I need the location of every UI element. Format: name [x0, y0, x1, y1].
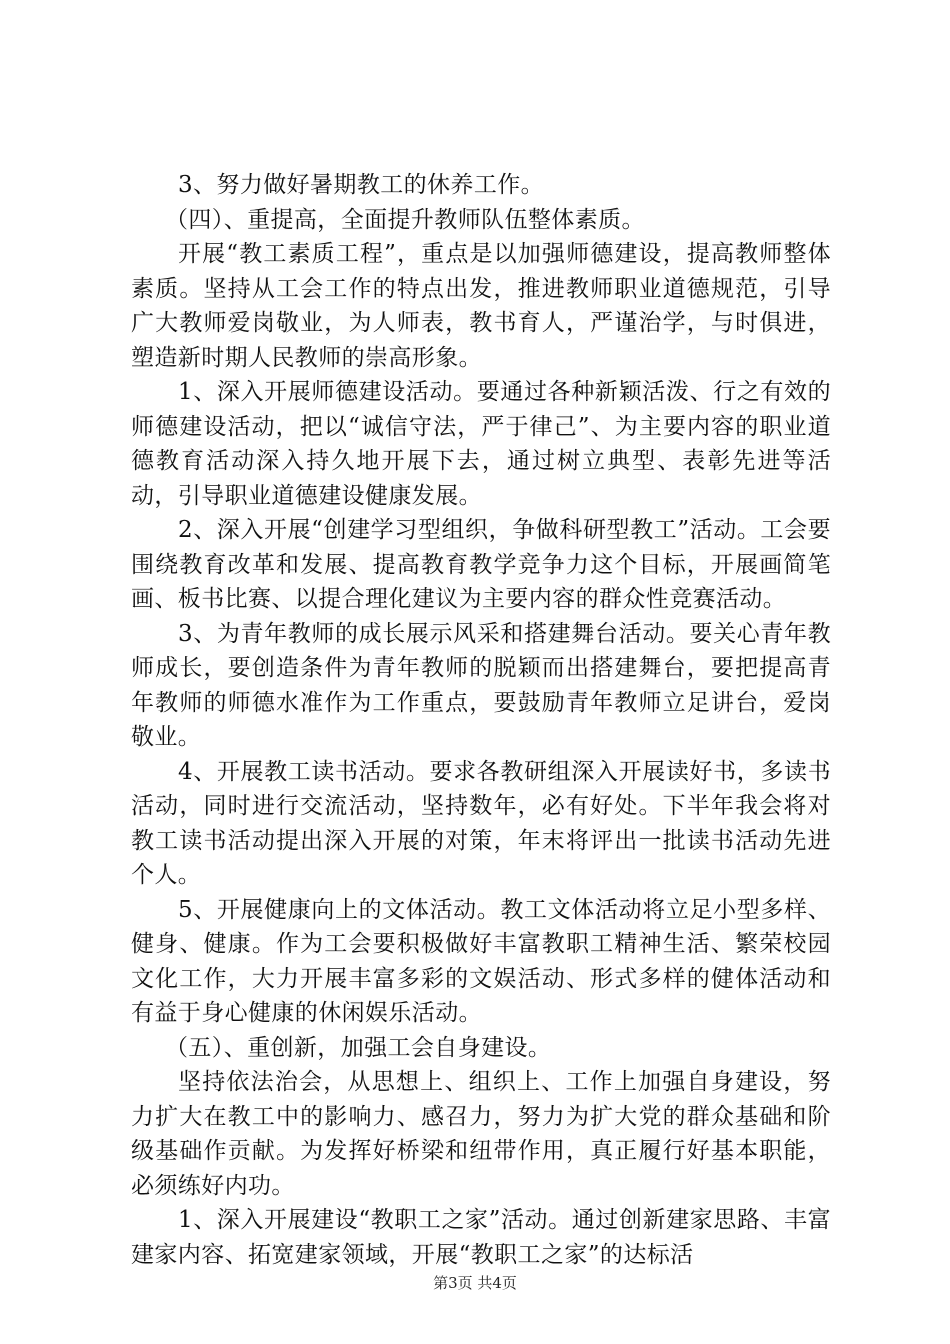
section-heading-four: （四）、重提高，全面提升教师队伍整体素质。 — [165, 206, 645, 233]
paragraph-reading-activity: 4、开展教工读书活动。要求各教研组深入开展读好书，多读书活动，同时进行交流活动，坚持数年，必有好处。下半年我会将对教工读书活动提出深入开展的对策，年末将评出一批读书活动先进个人。 — [131, 758, 831, 888]
paragraph-self-construction: 坚持依法治会，从思想上、组织上、工作上加强自身建设，努力扩大在教工中的影响力、感召力，努力为扩大党的群众基础和阶级基础作贡献。为发挥好桥梁和纽带作用，真正履行好基本职能，必须练好内功。 — [131, 1069, 831, 1199]
paragraph-learning-organization: 2、深入开展“创建学习型组织，争做科研型教工”活动。工会要围绕教育改革和发展、提高教育教学竞争力这个目标，开展画简笔画、板书比赛、以提合理化建议为主要内容的群众性竞赛活动。 — [131, 517, 831, 612]
page-number-footer: 第3页 共4页 — [433, 1274, 517, 1292]
document-body — [131, 168, 831, 1272]
paragraph-young-teachers: 3、为青年教师的成长展示风采和搭建舞台活动。要关心青年教师成长，要创造条件为青年教师的脱颖而出搭建舞台，要把提高青年教师的师德水准作为工作重点，要鼓励青年教师立足讲台，爱岗敬业。 — [131, 620, 831, 750]
paragraph-cultural-sports: 5、开展健康向上的文体活动。教工文体活动将立足小型多样、健身、健康。作为工会要积极做好丰富教职工精神生活、繁荣校园文化工作，大力开展丰富多彩的文娱活动、形式多样的健体活动和有益于身心健康的休闲娱乐活动。 — [131, 896, 831, 1026]
paragraph-quality-project: 开展“教工素质工程”，重点是以加强师德建设，提高教师整体素质。坚持从工会工作的特点出发，推进教师职业道德规范，引导广大教师爱岗敬业，为人师表，教书育人，严谨治学，与时俱进，塑造新时期人民教师的崇高形象。 — [131, 241, 831, 371]
section-heading-five: （五）、重创新，加强工会自身建设。 — [165, 1034, 552, 1061]
paragraph-summer-rest: 3、努力做好暑期教工的休养工作。 — [178, 172, 545, 198]
paragraph-ethics-building: 1、深入开展师德建设活动。要通过各种新颖活泼、行之有效的师德建设活动，把以“诚信守法，严于律己”、为主要内容的职业道德教育活动深入持久地开展下去，通过树立典型、表彰先进等活动，引导职业道德建设健康发展。 — [131, 379, 831, 509]
paragraph-staff-home: 1、深入开展建设“教职工之家”活动。通过创新建家思路、丰富建家内容、拓宽建家领域，开展“教职工之家”的达标活 — [131, 1207, 831, 1268]
